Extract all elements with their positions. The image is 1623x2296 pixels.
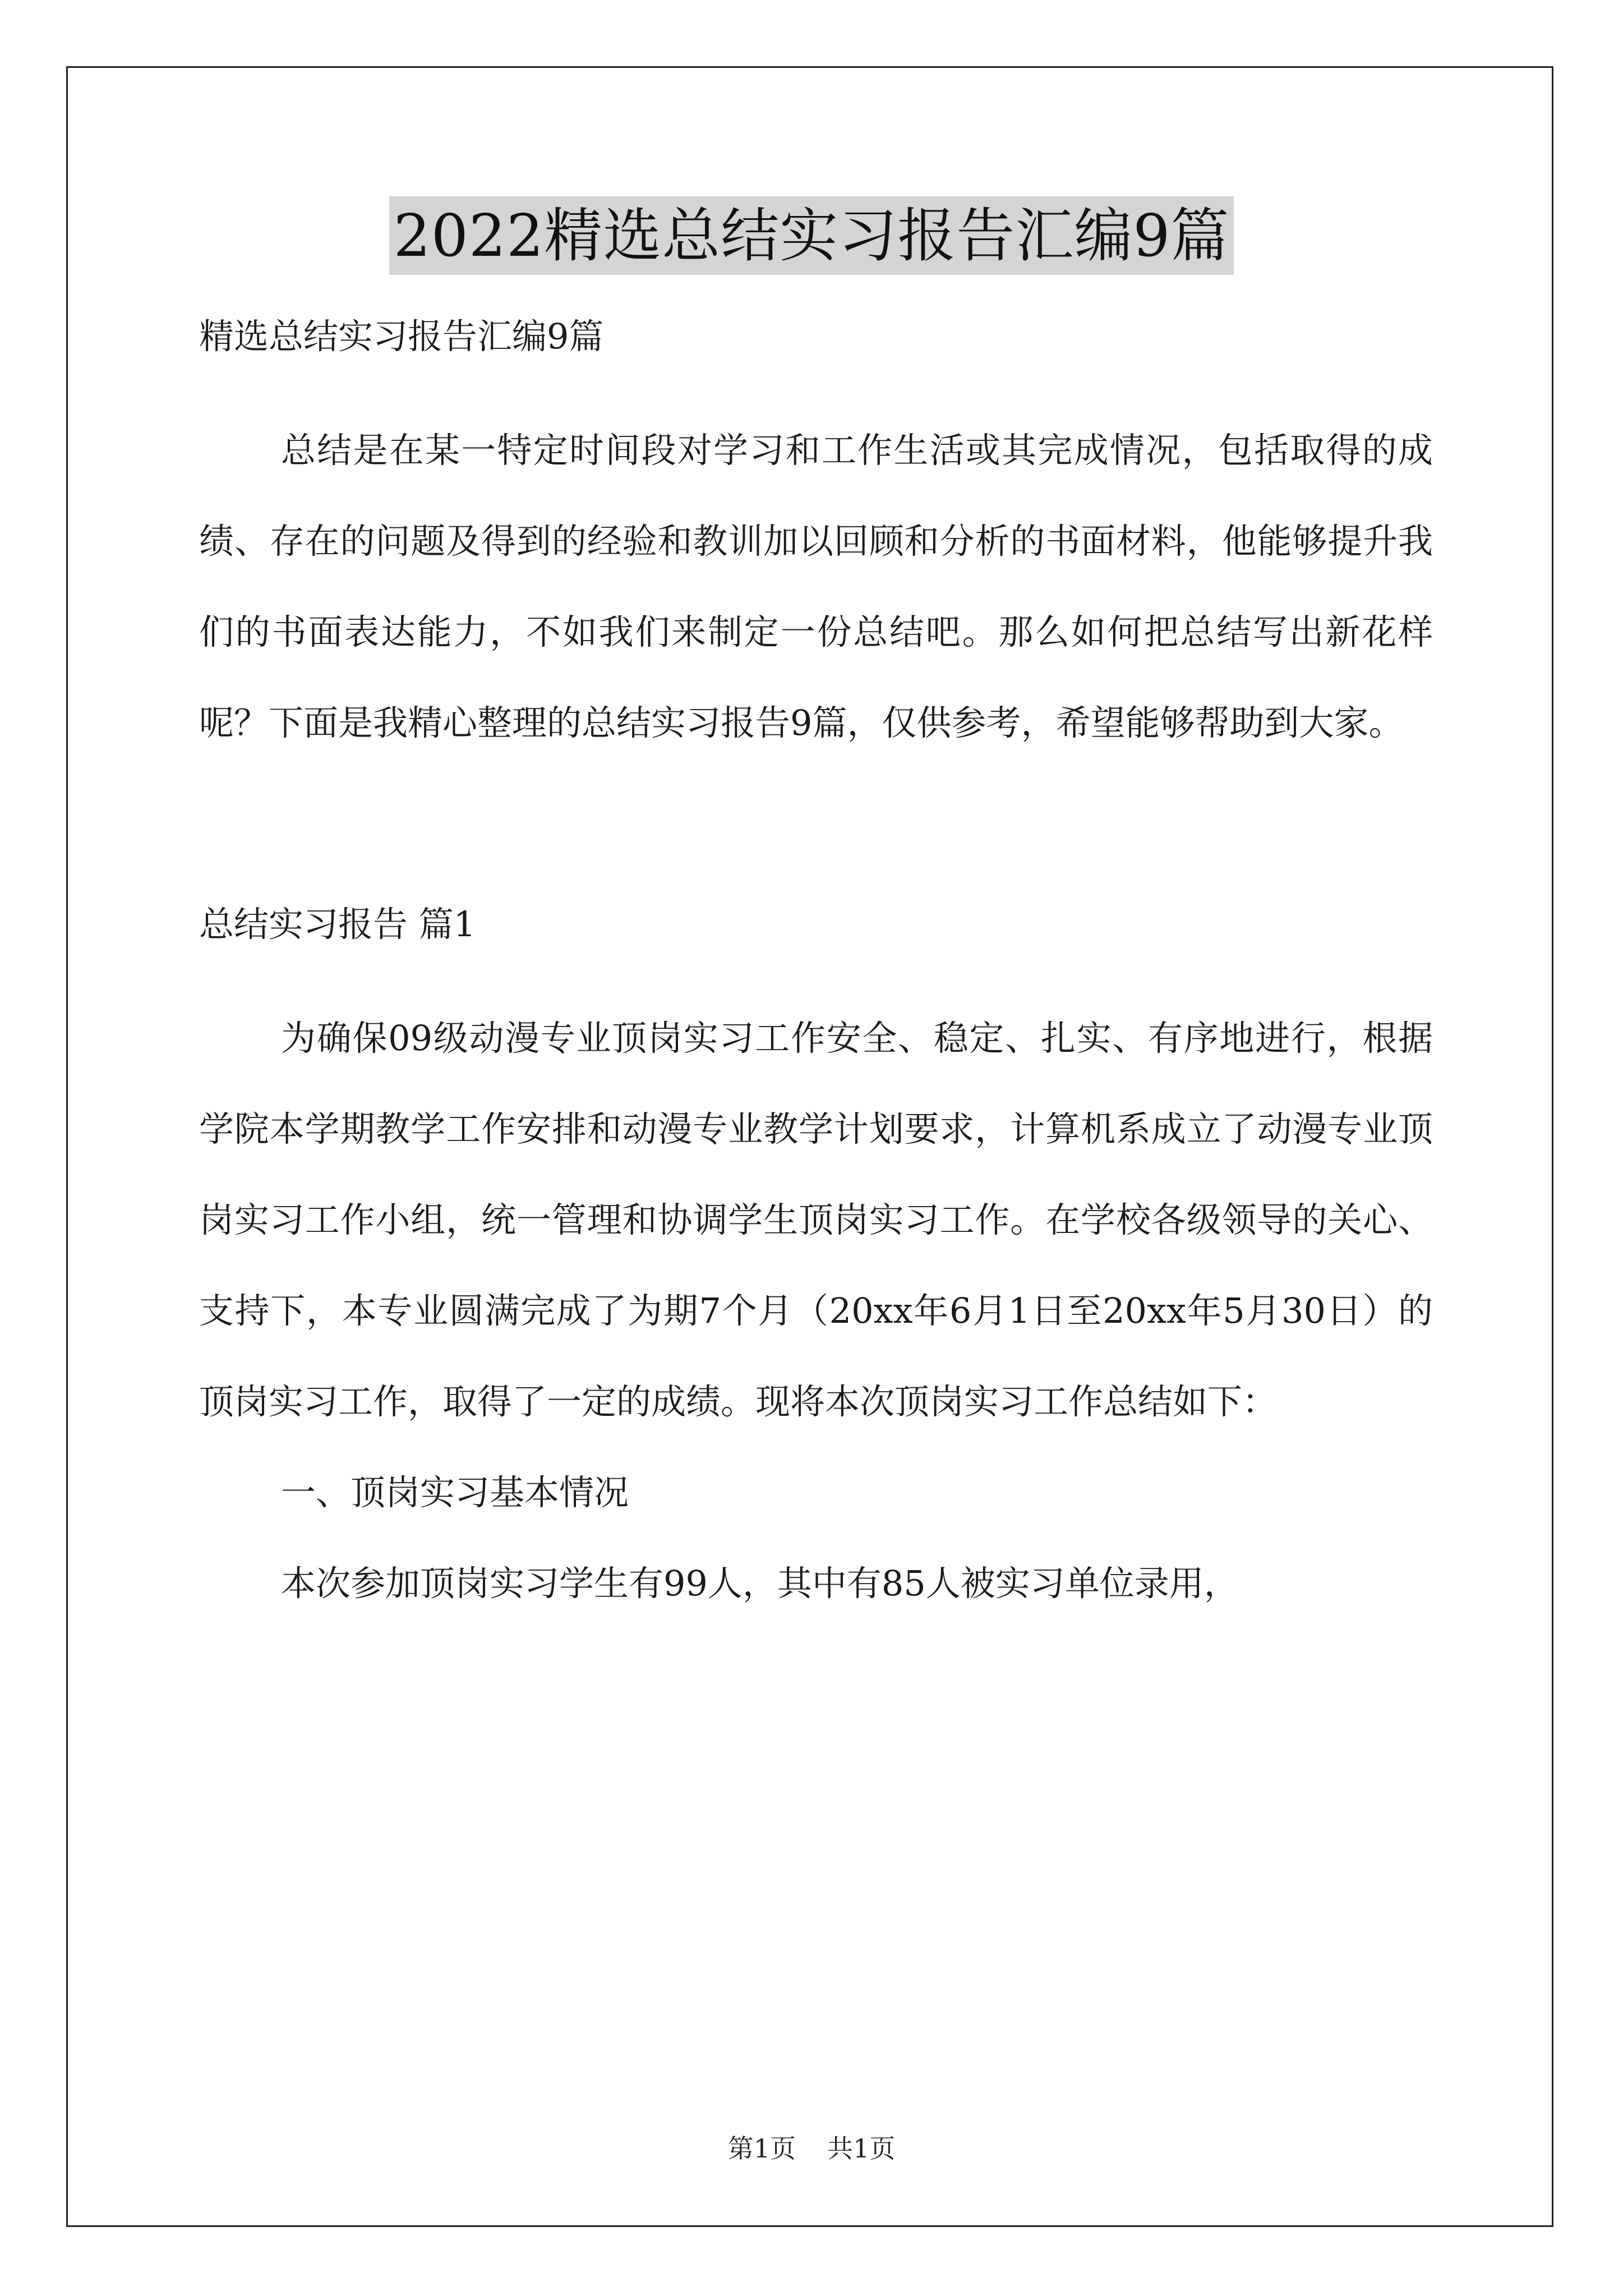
section-heading: 总结实习报告 篇1: [199, 904, 476, 945]
page-number-total: 共1页: [827, 2133, 896, 2164]
title-container: [0, 196, 1623, 275]
page-number-current: 第1页: [727, 2133, 796, 2164]
intro-paragraph: 总结是在某一特定时间段对学习和工作生活或其完成情况，包括取得的成绩、存在的问题及得到的经验和教训加以回顾和分析的书面材料，他能够提升我们的书面表达能力，不如我们来制定一份总结吧。那么如何把总结写出新花样呢？下面是我精心整理的总结实习报告9篇，仅供参考，希望能够帮助到大家。: [199, 430, 1433, 743]
document-title: 2022精选总结实习报告汇编9篇: [389, 196, 1234, 275]
section-paragraph-1: 为确保09级动漫专业顶岗实习工作安全、稳定、扎实、有序地进行，根据学院本学期教学工作安排和动漫专业教学计划要求，计算机系成立了动漫专业顶岗实习工作小组，统一管理和协调学生顶岗实习工作。在学校各级领导的关心、支持下，本专业圆满完成了为期7个月（20xx年6月1日至20xx年5月30日）的顶岗实习工作，取得了一定的成绩。现将本次顶岗实习工作总结如下：: [199, 1018, 1433, 1422]
page-footer: [0, 2132, 1623, 2165]
section-paragraph-2: 本次参加顶岗实习学生有99人，其中有85人被实习单位录用，: [281, 1563, 1239, 1604]
section-subheading: 一、顶岗实习基本情况: [281, 1472, 629, 1513]
document-body: [199, 314, 1433, 1629]
document-subtitle: 精选总结实习报告汇编9篇: [199, 316, 604, 357]
